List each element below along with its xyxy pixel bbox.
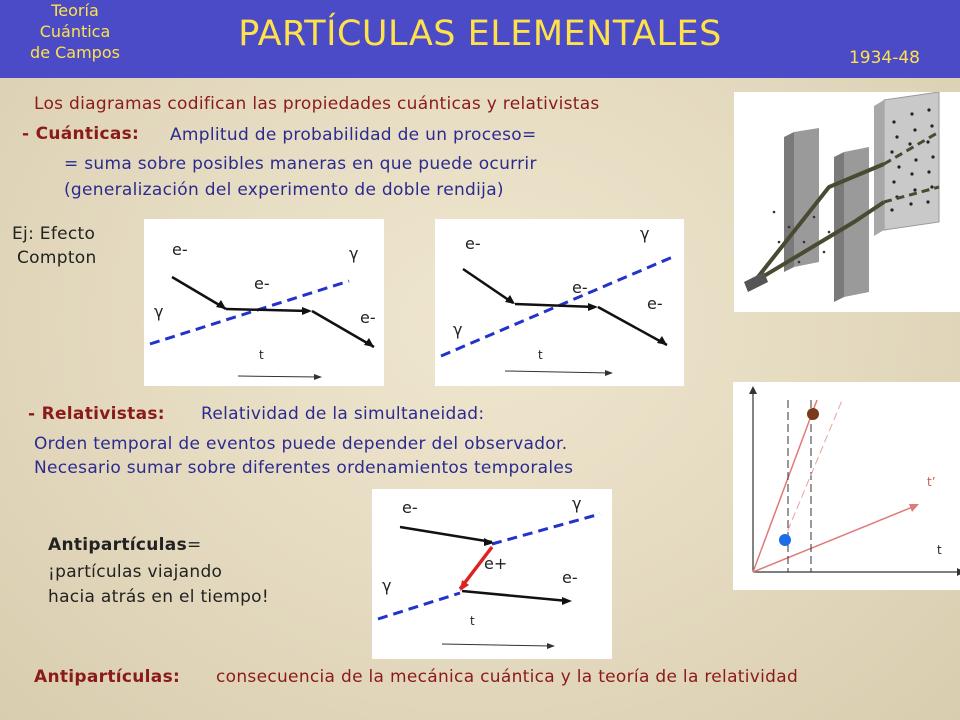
quantum-label: - Cuánticas: [22, 124, 140, 144]
time-arrow-head [314, 374, 322, 380]
electron-mid-line [226, 309, 309, 311]
quantum-line-1: Amplitud de probabilidad de un proceso= [170, 125, 537, 145]
header-bar [0, 0, 960, 78]
antiparticle-line-3: hacia atrás en el tiempo! [48, 587, 269, 607]
label-gamma-out: γ [572, 494, 582, 513]
relativity-line-1: Relatividad de la simultaneidad: [201, 404, 485, 424]
time-label: t [470, 614, 475, 628]
label-e-in: e- [465, 234, 481, 253]
logo-line-3: de Campos [30, 43, 120, 62]
double-slit-image [734, 92, 960, 312]
compton-diagram-1 [144, 219, 384, 386]
electron-out-line [462, 591, 568, 601]
electron-in-line [400, 527, 492, 542]
photon-out-line [492, 514, 600, 544]
footer-label: Antipartículas: [34, 667, 181, 687]
arrow-head [588, 303, 598, 311]
logo-line-2: Cuántica [39, 22, 111, 41]
double-slit-illustration [734, 92, 960, 312]
time-axis [505, 371, 610, 373]
photon-line [150, 281, 349, 344]
spacetime-diagram [733, 382, 960, 590]
slide-title: PARTÍCULAS ELEMENTALES [238, 14, 722, 54]
label-e-mid: e- [572, 278, 588, 297]
intro-text: Los diagramas codifican las propiedades cuánticas y relativistas [34, 94, 600, 114]
event-dot-brown [807, 408, 819, 420]
compton-diagram-2 [435, 219, 684, 386]
antiparticle-line-2: ¡partículas viajando [48, 562, 223, 582]
logo-line-1: Teoría [51, 1, 99, 20]
label-e-out: e- [562, 568, 578, 587]
axis-arrow-head [749, 386, 757, 394]
t-label: t [937, 543, 942, 557]
label-e-in: e- [402, 498, 418, 517]
label-gamma-out: γ [640, 224, 650, 243]
label-positron: e+ [484, 554, 508, 573]
label-gamma-in: γ [453, 320, 463, 339]
antiparticle-equals: = [187, 535, 202, 555]
label-gamma-in: γ [154, 302, 164, 321]
antiparticle-diagram [372, 489, 612, 659]
antiparticle-heading [48, 535, 202, 555]
example-line-1: Ej: Efecto [12, 224, 96, 244]
antiparticle-bold: Antipartículas [48, 535, 187, 555]
time-axis [442, 644, 552, 646]
course-logo [0, 0, 150, 63]
footer-text: consecuencia de la mecánica cuántica y la teoría de la relatividad [216, 667, 799, 687]
label-gamma-in: γ [382, 576, 392, 595]
quantum-line-3: (generalización del experimento de doble rendija) [64, 180, 504, 200]
time-arrow-head [547, 643, 555, 649]
label-e-out: e- [360, 308, 376, 327]
quantum-line-2: = suma sobre posibles maneras en que puede ocurrir [64, 154, 537, 174]
relativity-label: - Relativistas: [28, 404, 165, 424]
arrow-head [562, 597, 572, 605]
observer-line [753, 400, 817, 572]
time-arrow-head [605, 370, 613, 376]
time-label: t [259, 348, 264, 362]
t-prime-label: t’ [927, 475, 936, 489]
example-line-2: Compton [17, 248, 97, 268]
arrow-head [302, 307, 312, 315]
electron-in-line [463, 269, 513, 303]
electron-in-line [172, 277, 226, 309]
relativity-line-3: Necesario sumar sobre diferentes ordenamientos temporales [34, 458, 574, 478]
years-label: 1934-48 [848, 48, 920, 68]
label-gamma-out: γ [349, 244, 359, 263]
relativity-line-2: Orden temporal de eventos puede depender del observador. [34, 434, 568, 454]
label-e-in: e- [172, 240, 188, 259]
label-e-mid: e- [254, 274, 270, 293]
t-prime-arrow-head [909, 504, 919, 512]
time-label: t [538, 348, 543, 362]
t-prime-axis [753, 506, 915, 572]
event-dot-blue [779, 534, 791, 546]
electron-mid-line [515, 304, 595, 307]
photon-in-line [378, 593, 460, 619]
label-e-out: e- [647, 294, 663, 313]
time-axis [238, 376, 319, 377]
